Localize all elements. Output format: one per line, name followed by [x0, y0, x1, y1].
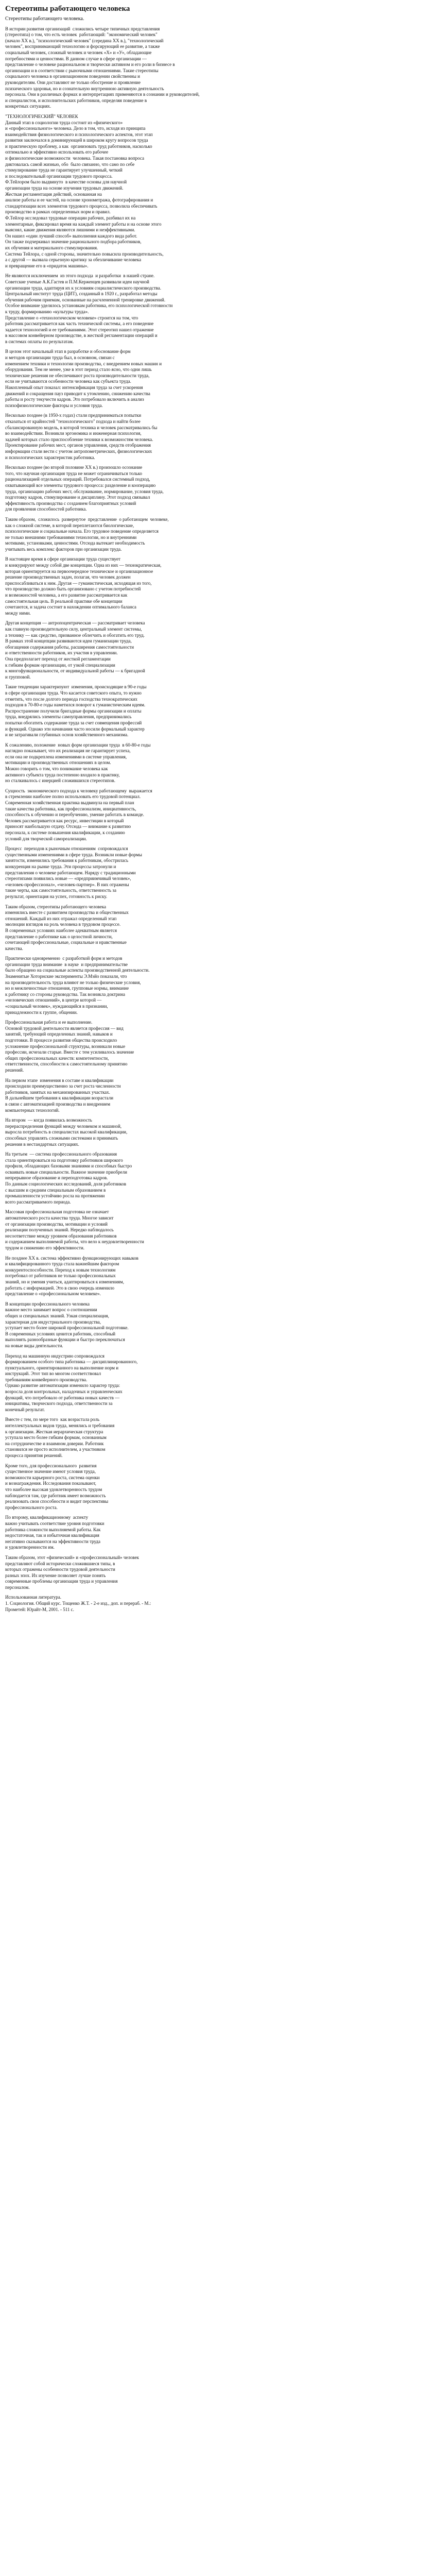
text-paragraph: К сожалению, положение новых форм организации труда в 60-80-е годы наглядно показывает, что их реализация не гарантирует успеха, если она не подкреплена изменениями в системе управления, мотивации и производственных отношениях в целом. Можно говорить о том, что понимание человека как активного субъекта труда постепенно входило в практику, но сталкивалось с инерцией сложившихся стереотипов.	[5, 742, 151, 784]
text-paragraph: Процесс переходов к рыночным отношениям сопровождался существенными изменениями в сфере труда. Возникли новые формы занятости, изменились требования к работникам, обострилась конкуренция на рынке труда. Эти процессы затронули и представления о человеке работающем. Наряду с традиционными стереотипами появились новые — «предприимчивый человек», «человек-профессионал», «человек-партнер». В них отражены такие черты, как самостоятельность, ответственность за результат, ориентация на успех, готовность к риску.	[5, 846, 142, 899]
text-paragraph: Практически одновременно с разработкой форм и методов организации труда внимание в науке и предпринимательстве было обращено на социальные аспекты производственной деятельности. Знаменитые Хоторнские эксперименты Э.Мэйо показали, что на производительность труда влияют не только физические условия, но и межличностные отношения, групповые нормы, внимание к работнику со стороны руководства. Так возникла доктрина «человеческих отношений», в центре которой — «социальный человек», нуждающийся в признании, принадлежности к группе, общении.	[5, 956, 150, 1015]
page-subtitle: Стереотипы работающего человека.	[5, 16, 84, 22]
text-paragraph: Сущность экономического подхода к человеку работающему выражается в стремлении наиболее полно использовать его трудовой потенциал. Современная хозяйственная практика выдвинула на первый план такие качества работника, как профессионализм, инициативность, способность к обучению и переобучению, умение работать в команде. Человек рассматривается как ресурс, инвестиции в который приносят наибольшую отдачу. Отсюда — внимание к развитию персонала, к системе повышения квалификации, к созданию условий для творческой самореализации.	[5, 788, 152, 841]
page-title: Стереотипы работающего человека	[5, 5, 130, 13]
text-paragraph: Профессиональная работа и ее выполнение. Основой трудовой деятельности является профессия — вид занятий, требующий определенных знаний, навыков и подготовки. В процессе развития общества происходило усложнение профессиональной структуры, возникали новые профессии, исчезали старые. Вместе с тем усиливалось значение общих профессиональных качеств: компетентности, ответственности, способности к самостоятельному принятию решений.	[5, 1020, 134, 1073]
text-paragraph: Не позднее XX в. система эффективно функционирующих навыков и квалифицированного труда стала важнейшим фактором конкурентоспособности. Переход к новым технологиям потребовал от работников не только профессиональных знаний, но и умения учиться, адаптироваться к изменениям, работать с информацией. Это в свою очередь изменило представление о «профессиональном человеке».	[5, 1255, 138, 1297]
text-paragraph: Использованная литература. 1. Социология. Общий курс. Тощенко Ж.Т. - 2-е изд., доп. и перераб. - М.: Прометей: Юрайт-М, 2001. - 511 с.	[5, 1595, 151, 1612]
text-paragraph: "ТЕХНОЛОГИЧЕСКИЙ" ЧЕЛОВЕК Данный этап в социологии труда состоит из «физического» и «профессионального» человека. Дело в том, что, исходя из принципа взаимодействия физиологического и психологического аспектов, этот этап развития заключался в доминирующей в широком кругу вопросов труда и практическую проблему, а как организовать труд работников, насколько оптимально и эффективно использовать его рабочее и физиологические возможности человека. Такая постановка вопроса диктовалась самой жизнью, обо было связанно, что само по себе стимулирование труда не гарантирует улучшенный, четкий и последовательный организации трудового процесса. Ф.Тейлором было выдвинуто в качестве основы для научной организации труда на основе изучения трудовых движений. Жесткая регламентация действий, основанная на анализе работы и ее частей, на основе хронометража, фотографирования и стандартизации всех элементов трудового процесса, позволила обеспечивать производство в рамках определенных норм и правил. Ф.Тейлор исследовал трудовые операции рабочих, разбивал их на элементарные, фиксировал время на каждый элемент работы и на основе этого выяснял, какие движения являются лишними и неэффективными. Он нашел «один лучший способ» выполнения каждого вида работ. Он также подчеркивал значение рационального подбора работников, их обучения и материального стимулирования. Система Тейлора, с одной стороны, значительно повысила производительность, а с другой — вызвала серьезную критику за обезличивание человека и превращение его в «придаток машины».	[5, 113, 164, 268]
text-paragraph: Не являются исключением из этого подхода и разработки в нашей стране. Советские ученые А.К.Гастев и П.М.Керженцев развивали идеи научной организации труда, адаптируя их к условиям социалистического производства. Центральный институт труда (ЦИТ), созданный в 1920 г., разработал методы обучения рабочим приемам, основанные на расчлененной тренировке движений. Особое внимание уделялось установкам работника, его психологической готовности к труду, формированию «культуры труда». Представление о «технологическом человеке» строится на том, что работник рассматривается как часть технической системы, а его поведение задается технологией и ее требованиями. Этот стереотип нашел отражение в массовом конвейерном производстве, в жесткой регламентации операций и в системах оплаты по результатам.	[5, 273, 173, 344]
text-paragraph: В настоящее время в сфере организации труда существует и конкурируют между собой две концепции. Одна из них — технократическая, которая ориентируется на первоочередное техническое и организационное решение производственных задач, полагая, что человек должен приспосабливаться к ним. Другая — гуманистическая, исходящая из того, что производство должно быть организовано с учетом потребностей и возможностей человека, а его развитие рассматривается как самостоятельная цель. В реальной практике обе концепции сочетаются, и задача состоит в нахождении оптимального баланса между ними.	[5, 556, 162, 616]
text-paragraph: Несколько позднее (во второй половине ХХ в.) произошло осознание того, что научная организация труда не может ограничиваться только рационализацией отдельных операций. Потребовался системный подход, охватывающий все элементы трудового процесса: разделение и кооперацию труда, организацию рабочих мест, обслуживание, нормирование, условия труда, подготовку кадров, стимулирование и дисциплину. Этот подход связывал эффективность производства с созданием благоприятных условий для проявления способностей работника.	[5, 465, 164, 512]
text-paragraph: Другая концепция — антропоцентрическая — рассматривает человека как главную производительную силу, центральный элемент системы, а технику — как средство, призванное облегчить и обогатить его труд. В рамках этой концепции развиваются идеи гуманизации труда, обогащения содержания работы, расширения самостоятельности и ответственности работников, их участия в управлении. Она предполагает переход от жесткой регламентации к гибким формам организации, от узкой специализации к многофункциональности, от индивидуальной работы — к бригадной и групповой.	[5, 620, 145, 680]
text-paragraph: В целом этот начальный этап в разработке и обоснование форм и методов организации труда был, в основном, связан с изменением техники и технологии производства, с внедрением новых машин и оборудования. Тем не менее, уже в этот период стало ясно, что одни лишь технические решения не обеспечивают роста производительности труда, если не учитываются особенности человека как субъекта труда. Накопленный опыт показал: интенсификация труда за счет ускорения движений и сокращения пауз приводит к утомлению, снижению качества работы и росту текучести кадров. Это потребовало включить в анализ психофизиологические факторы и условия труда.	[5, 349, 162, 408]
text-paragraph: Несколько позднее (в 1950-х годах) стали предприниматься попытки отказаться от крайностей "технологического" подхода и найти более сбалансированную модель, в которой техника и человек рассматривались бы во взаимодействии. Возникли эргономика и инженерная психология, задачей которых стало приспособление техники к возможностям человека. Проектирование рабочих мест, органов управления, средств отображения информации стали вести с учетом антропометрических, физиологических и психологических характеристик работника.	[5, 413, 158, 460]
text-paragraph: В истории развития организаций сложились четыре типичных представления (стереотипа) о том, что есть человек работающий: "экономический человек" (начало ХХ в.), "психологический человек" (середина ХХ в.), "технологический человек", воспринимающий технологию и форсирующий ее развитие, а также социальный человек, сложный человек и человек «Х» и «У», обладающие потребностями и ценностями. В данном случае в сфере организации — представление о человеке рациональном и творчески активном и его роли в бизнесе в организации и в соответствии с рыночными отношениями. Такие стереотипы социального человека в организационном поведении свойственны и руководителям. Они доставляют не только обострение и проявление психического здоровья, но и сознательную внутреннюю активную деятельность персонала. Они в различных формах и интерпретациях применяются в сознании и руководителей, и специалистов, и исполнительских работников, определяя поведение в конкретных ситуациях.	[5, 26, 200, 109]
text-paragraph: По второму, квалификационному аспекту важно учитывать соответствие уровня подготовки работника сложности выполняемой работы. Как недостаточная, так и избыточная квалификация негативно сказываются на эффективности труда и удовлетворенности им.	[5, 1515, 104, 1550]
text-paragraph: Такие тенденции характеризуют изменения, происходящие в 90-е годы в сфере организации труда. Что касается советского опыта, то нужно отметить, что после долгого периода господства технократических подходов в 70-80-е годы наметился поворот к гуманистическим идеям. Распространение получили бригадные формы организации и оплаты труда, внедрялись элементы самоуправления, предпринимались попытки обогатить содержание труда за счет совмещения профессий и функций. Однако эти начинания часто носили формальный характер и не затрагивали глубинных основ хозяйственного механизма.	[5, 684, 147, 738]
text-paragraph: На первом этапе изменения в составе и квалификации происходили преимущественно за счет роста численности работников, занятых на механизированных участках. В дальнейшем требования к квалификации возрастали в связи с автоматизацией производства и внедрением компьютерных технологий.	[5, 1077, 121, 1113]
text-paragraph: На втором — когда появилась возможность перераспределения функций между человеком и машиной, выросла потребность в специалистах высокой квалификации, способных управлять сложными системами и принимать решения в нестандартных ситуациях.	[5, 1117, 128, 1147]
text-paragraph: Таким образом, этот «физический» и «профессиональный» человек представляют собой исторически сложившиеся типы, в которых отражены особенности трудовой деятельности разных эпох. Их изучение позволяет лучше понять современные проблемы организации труда и управления персоналом.	[5, 1554, 139, 1590]
text-paragraph: Таким образом, стереотипы работающего человека изменялись вместе с развитием производства и общественных отношений. Каждый из них отражал определенный этап эволюции взглядов на роль человека в трудовом процессе. В современных условиях наиболее адекватным является представление о работнике как о целостной личности, сочетающей профессиональные, социальные и нравственные качества.	[5, 904, 129, 951]
text-paragraph: В концепции профессионального человека важное место занимает вопрос о соотношении общих и специальных знаний. Узкая специализация, характерная для индустриального производства, уступает место более широкой профессиональной подготовке. В современных условиях ценится работник, способный выполнять разнообразные функции и быстро переключаться на новые виды деятельности.	[5, 1301, 129, 1348]
text-paragraph: Вместе с тем, по мере того как возрастала роль интеллектуальных видов труда, менялись и требования к организации. Жесткая иерархическая структура уступала место более гибким формам, основанным на сотрудничестве и взаимном доверии. Работник становился не просто исполнителем, а участником процесса принятия решений.	[5, 1417, 115, 1458]
text-paragraph: Массовая профессиональная подготовка не означает автоматического роста качества труда. Многое зависит от организации производства, мотивации и условий реализации полученных знаний. Нередко наблюдалось несоответствие между уровнем образования работников и содержанием выполняемой работы, что вело к неудовлетворенности трудом и снижению его эффективности.	[5, 1209, 144, 1250]
text-paragraph: На третьем — система профессионального образования стала ориентироваться на подготовку работников широкого профиля, обладающих базовыми знаниями и способных быстро осваивать новые специальности. Важное значение приобрели непрерывное образование и переподготовка кадров. По данным социологических исследований, доля работников с высшим и средним специальным образованием в промышленности устойчиво росла на протяжении всего рассматриваемого периода.	[5, 1151, 132, 1205]
text-paragraph: Таким образом, сложилось развернутое представление о работающем человеке, как о сложной системе, в которой переплетаются биологические, психологические и социальные начала. Его трудовое поведение определяется не только внешними требованиями технологии, но и внутренними мотивами, установками, ценностями. Отсюда вытекает необходимость учитывать весь комплекс факторов при организации труда.	[5, 516, 169, 552]
text-paragraph: Кроме того, для профессионального развития существенное значение имеют условия труда, возможности карьерного роста, система оценки и вознаграждения. Исследования показывают, что наиболее высокая удовлетворенность трудом наблюдается там, где работник имеет возможность реализовать свои способности и видит перспективы профессионального роста.	[5, 1463, 109, 1510]
text-paragraph: Переход на машинную индустрию сопровождался формированием особого типа работника — дисциплинированного, пунктуального, ориентированного на выполнение норм и инструкций. Этот тип во многом соответствовал требованиям конвейерного производства. Однако развитие автоматизации изменило характер труда: возросла доля контрольных, наладочных и управленческих функций, что потребовало от работника новых качеств — инициативы, творческого подхода, ответственности за конечный результат.	[5, 1353, 138, 1412]
document-body	[5, 26, 431, 1613]
